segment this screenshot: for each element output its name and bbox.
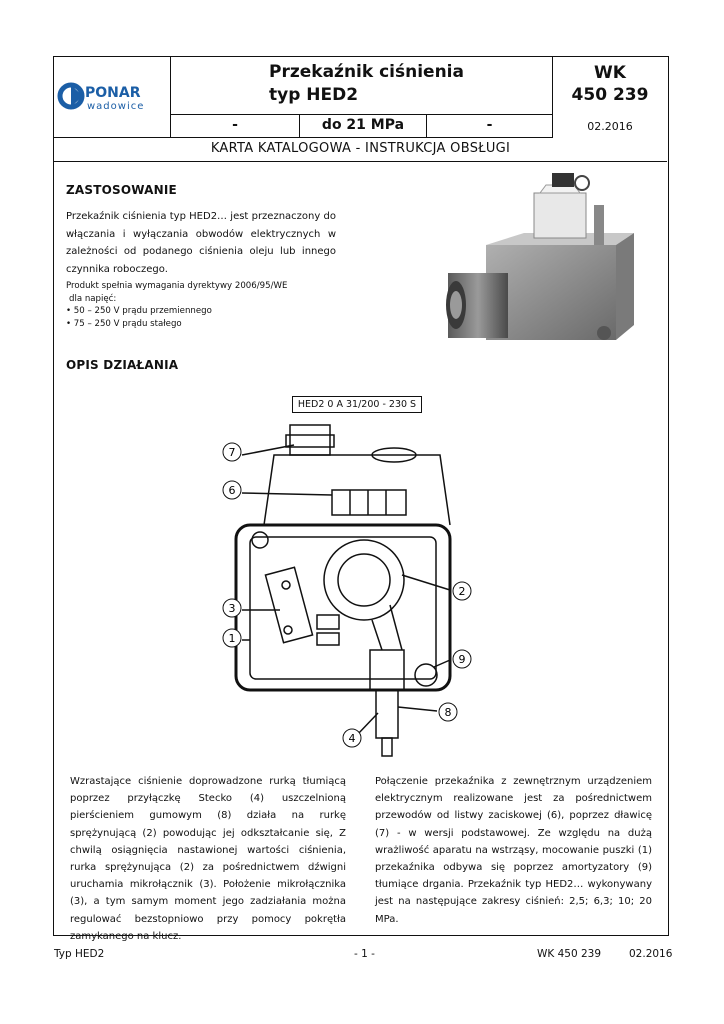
wk-value: 450 239 xyxy=(571,85,649,105)
directive-line-4: • 75 – 250 V prądu stałego xyxy=(66,318,182,329)
section-heading-opis: OPIS DZIAŁANIA xyxy=(66,358,179,372)
param-right-cell xyxy=(427,115,553,138)
header-table xyxy=(54,57,667,162)
directive-line-3: • 50 – 250 V prądu przemiennego xyxy=(66,306,212,316)
param-left: - xyxy=(232,117,238,133)
callout-7: 7 xyxy=(228,446,236,459)
header-date: 02.2016 xyxy=(587,120,633,133)
product-photo xyxy=(444,165,634,365)
model-code-label: HED2 0 A 31/200 - 230 S xyxy=(292,396,422,413)
document-title xyxy=(269,61,464,107)
footer-page-number: - 1 - xyxy=(354,948,375,960)
param-left-cell xyxy=(171,115,300,138)
title-line-2: typ HED2 xyxy=(269,85,359,105)
wk-cell xyxy=(553,57,667,115)
date-cell xyxy=(553,115,667,138)
opis-left-column: Wzrastające ciśnienie doprowadzone rurką tłumiącą poprzez przyłączkę Stecko (4) uszczelnioną pierścieniem gumowym (8) działa na rurkę sprężynującą (2) powodując jej odkształcanie się, Z chwilą osiągnięcia nastawionej wartości ciśnienia, rurka sprężynująca (2) za pośrednictwem dźwigni uruchamia mikrołącznik (3). Położenie mikrołącznika (3), a tym samym moment jego zadziałania można regulować bezstopniowo przy pomocy pokrętła zamykanego na klucz. xyxy=(70,776,346,942)
callout-8: 8 xyxy=(444,706,452,719)
directive-line-1: Produkt spełnia wymagania dyrektywy 2006/95/WE xyxy=(66,281,288,291)
footer-wk: WK 450 239 xyxy=(537,948,602,960)
param-pressure: do 21 MPa xyxy=(321,117,405,133)
wk-label: WK xyxy=(594,63,626,83)
technical-diagram xyxy=(212,395,502,760)
callout-9: 9 xyxy=(458,653,466,666)
footer-date: 02.2016 xyxy=(629,948,673,960)
opis-right-column: Połączenie przekaźnika z zewnętrznym urządzeniem elektrycznym realizowane jest za pośrednictwem przewodów od listwy zaciskowej (6), poprzez dławicę (7) - w wersji podstawowej. Ze względu na dużą wrażliwość aparatu na wstrząsy, mocowanie puszki (1) przekaźnika odbywa się poprzez amortyzatory (9) tłumiące drgania. Przekaźnik typ HED2… wykonywany jest na następujące zakresy ciśnień: 2,5; 6,3; 10; 20 MPa. xyxy=(375,776,652,925)
zastosowanie-body: Przekaźnik ciśnienia typ HED2… jest przeznaczony do włączania i wyłączania obwodów elektrycznych w zależności od podanego ciśnienia oleju lub innego czynnika roboczego. xyxy=(66,211,336,275)
callout-1: 1 xyxy=(228,632,236,645)
doc-type: KARTA KATALOGOWA - INSTRUKCJA OBSŁUGI xyxy=(210,141,511,156)
footer-type: Typ HED2 xyxy=(54,948,105,960)
section-heading-zastosowanie: ZASTOSOWANIE xyxy=(66,183,177,197)
param-right: - xyxy=(486,117,493,133)
callout-6: 6 xyxy=(228,484,236,497)
doc-type-cell xyxy=(54,138,667,162)
title-cell xyxy=(171,57,553,115)
callout-3: 3 xyxy=(228,602,236,615)
callout-2: 2 xyxy=(458,585,466,598)
title-line-1: Przekaźnik ciśnienia xyxy=(269,62,464,82)
param-mid-cell xyxy=(300,115,427,138)
directive-line-2: dla napięć: xyxy=(69,293,117,304)
logo-cell xyxy=(54,57,171,138)
logo-brand-text: PONAR xyxy=(85,85,141,101)
wk-number xyxy=(553,62,667,106)
logo-sub-text: wadowice xyxy=(87,101,145,112)
directive-note xyxy=(66,280,356,330)
callout-4: 4 xyxy=(348,732,356,745)
ponar-logo xyxy=(57,81,169,113)
